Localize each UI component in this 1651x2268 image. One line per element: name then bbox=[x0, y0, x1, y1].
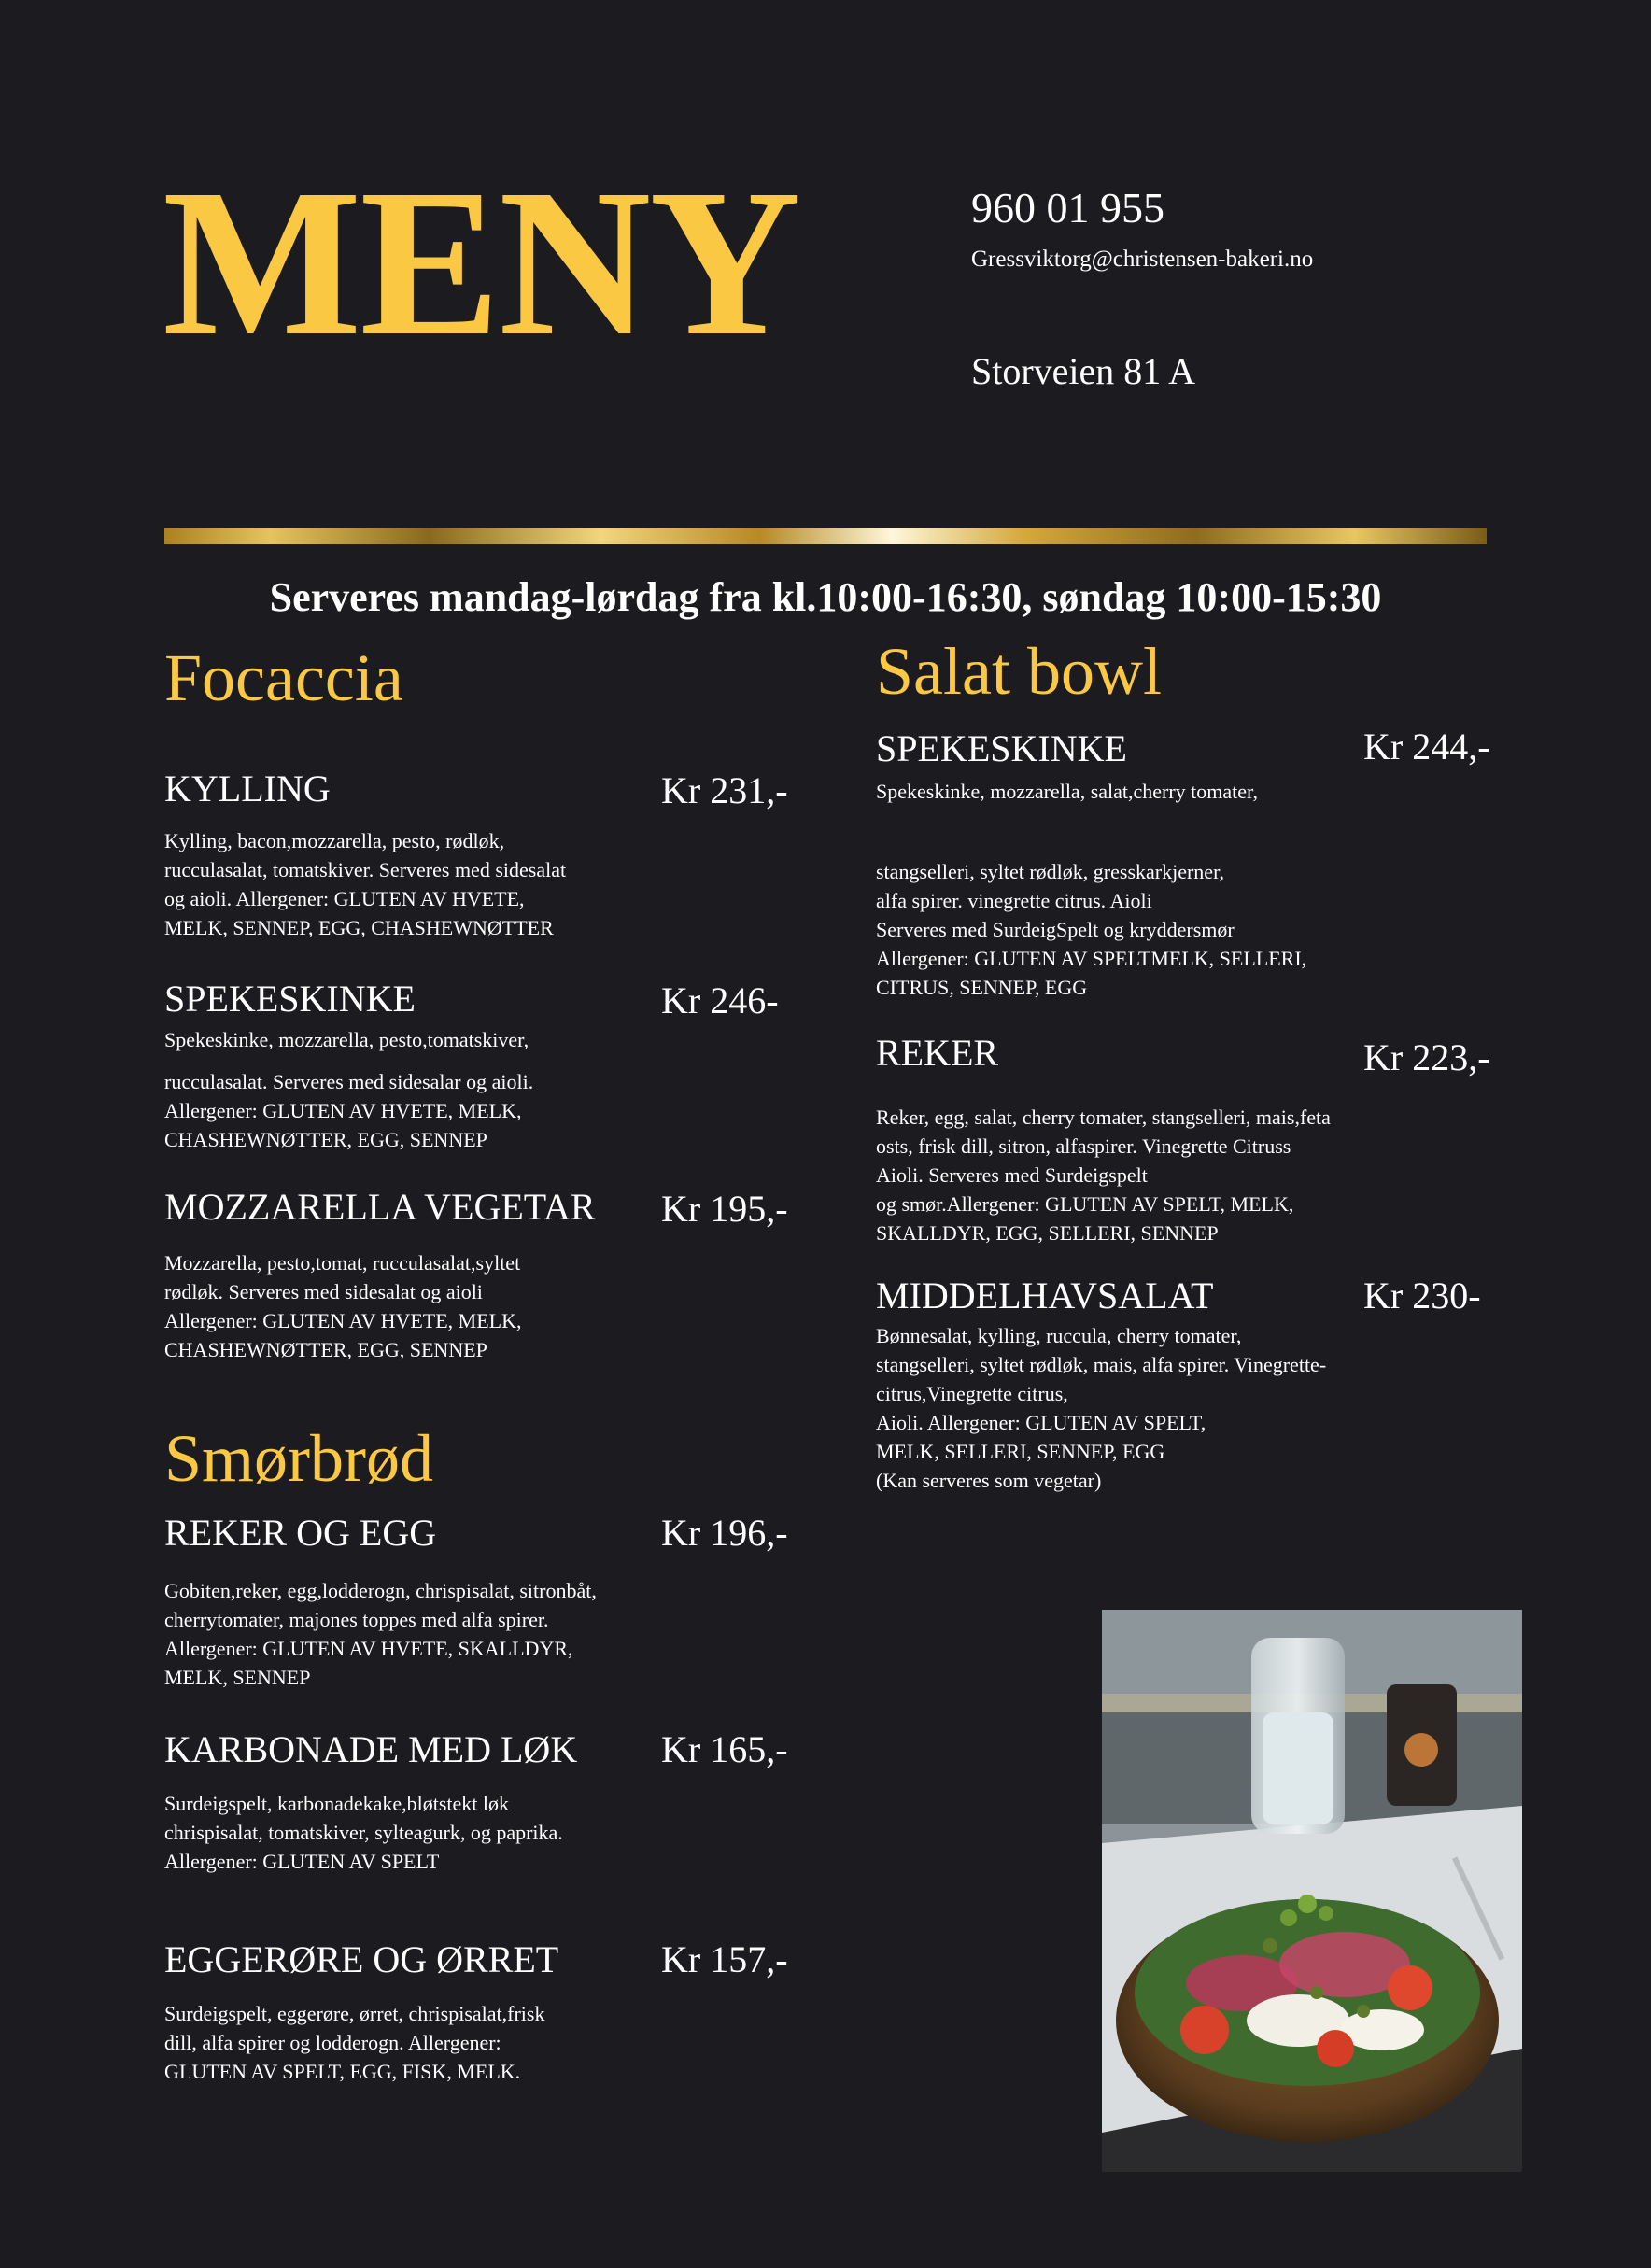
item-name-spekeskinke-focaccia: SPEKESKINKE bbox=[164, 978, 416, 1020]
item-name-middelhavsalat: MIDDELHAVSALAT bbox=[876, 1275, 1214, 1317]
item-name-kylling: KYLLING bbox=[164, 768, 331, 810]
item-name-reker-og-egg: REKER OG EGG bbox=[164, 1512, 437, 1554]
menu-title: MENY bbox=[162, 146, 800, 379]
item-desc-reker-og-egg: Gobiten,reker, egg,lodderogn, chrispisalat, sitronbåt, cherrytomater, majones toppes med alfa spirer. Allergener: GLUTEN AV HVETE, SKALLDYR, MELK, SENNEP bbox=[164, 1579, 597, 1689]
opening-hours: Serveres mandag-lørdag fra kl.10:00-16:30, søndag 10:00-15:30 bbox=[269, 574, 1382, 620]
item-name-karbonade: KARBONADE MED LØK bbox=[164, 1728, 578, 1770]
item-desc-spekeskinke-salat-2: stangselleri, syltet rødløk, gresskarkjerner, alfa spirer. vinegrette citrus. Aioli Serveres med SurdeigSpelt og kryddersmør Allergener: GLUTEN AV SPELTMELK, SELLERI, CITRUS, SENNEP, EGG bbox=[876, 860, 1307, 999]
salad-bowl-illustration bbox=[1102, 1610, 1522, 2172]
item-price-mozzarella-vegetar: Kr 195,- bbox=[661, 1188, 788, 1230]
item-desc-karbonade: Surdeigspelt, karbonadekake,bløtstekt løk chrispisalat, tomatskiver, sylteagurk, og paprika. Allergener: GLUTEN AV SPELT bbox=[164, 1792, 563, 1873]
section-title-focaccia: Focaccia bbox=[164, 641, 403, 715]
item-desc-spekeskinke-focaccia-1: Spekeskinke, mozzarella, pesto,tomatskiver, bbox=[164, 1028, 529, 1051]
item-price-middelhavsalat: Kr 230- bbox=[1363, 1275, 1481, 1317]
item-price-reker: Kr 223,- bbox=[1363, 1036, 1490, 1078]
item-price-spekeskinke-focaccia: Kr 246- bbox=[661, 979, 779, 1021]
item-price-kylling: Kr 231,- bbox=[661, 769, 788, 811]
item-name-eggerore-og-orret: EGGERØRE OG ØRRET bbox=[164, 1938, 559, 1980]
section-title-smorbrod: Smørbrød bbox=[164, 1421, 433, 1496]
item-name-mozzarella-vegetar: MOZZARELLA VEGETAR bbox=[164, 1186, 596, 1228]
section-title-salat-bowl: Salat bowl bbox=[876, 634, 1162, 709]
item-price-karbonade: Kr 165,- bbox=[661, 1728, 788, 1770]
email-address[interactable]: Gressviktorg@christensen-bakeri.no bbox=[971, 247, 1314, 272]
item-desc-mozzarella-vegetar: Mozzarella, pesto,tomat, rucculasalat,syltet rødløk. Serveres med sidesalat og aioli Allergener: GLUTEN AV HVETE, MELK, CHASHEWNØTTER, EGG, SENNEP bbox=[164, 1251, 522, 1361]
item-desc-reker: Reker, egg, salat, cherry tomater, stangselleri, mais,feta osts, frisk dill, sitron, alfaspirer. Vinegrette Citruss Aioli. Serveres med Surdeigspelt og smør.Allergener: GLUTEN AV SPELT, MELK, SKALLDYR, EGG, SELLERI, SENNEP bbox=[876, 1106, 1331, 1245]
salad-bowl-photo bbox=[1102, 1610, 1522, 2172]
item-price-eggerore-og-orret: Kr 157,- bbox=[661, 1938, 788, 1980]
item-name-spekeskinke-salat: SPEKESKINKE bbox=[876, 727, 1127, 769]
phone-number[interactable]: 960 01 955 bbox=[971, 184, 1164, 232]
item-desc-eggerore-og-orret: Surdeigspelt, eggerøre, ørret, chrispisalat,frisk dill, alfa spirer og lodderogn. Allergener: GLUTEN AV SPELT, EGG, FISK, MELK. bbox=[164, 2002, 545, 2083]
item-name-reker: REKER bbox=[876, 1032, 999, 1074]
item-price-reker-og-egg: Kr 196,- bbox=[661, 1512, 788, 1554]
gold-divider bbox=[164, 528, 1487, 544]
address: Storveien 81 A bbox=[971, 350, 1195, 392]
item-desc-spekeskinke-focaccia-2: rucculasalat. Serveres med sidesalar og aioli. Allergener: GLUTEN AV HVETE, MELK, CHASHEWNØTTER, EGG, SENNEP bbox=[164, 1070, 534, 1151]
item-desc-middelhavsalat: Bønnesalat, kylling, ruccula, cherry tomater, stangselleri, syltet rødløk, mais, alfa spirer. Vinegrette- citrus,Vinegrette citrus, Aioli. Allergener: GLUTEN AV SPELT, MELK, SELLERI, SENNEP, EGG (Kan serveres som vegetar) bbox=[876, 1324, 1327, 1492]
item-desc-kylling: Kylling, bacon,mozzarella, pesto, rødløk, rucculasalat, tomatskiver. Serveres med sidesalat og aioli. Allergener: GLUTEN AV HVETE, MELK, SENNEP, EGG, CHASHEWNØTTER bbox=[164, 829, 567, 939]
item-price-spekeskinke-salat: Kr 244,- bbox=[1363, 725, 1490, 768]
item-desc-spekeskinke-salat-1: Spekeskinke, mozzarella, salat,cherry tomater, bbox=[876, 780, 1258, 803]
